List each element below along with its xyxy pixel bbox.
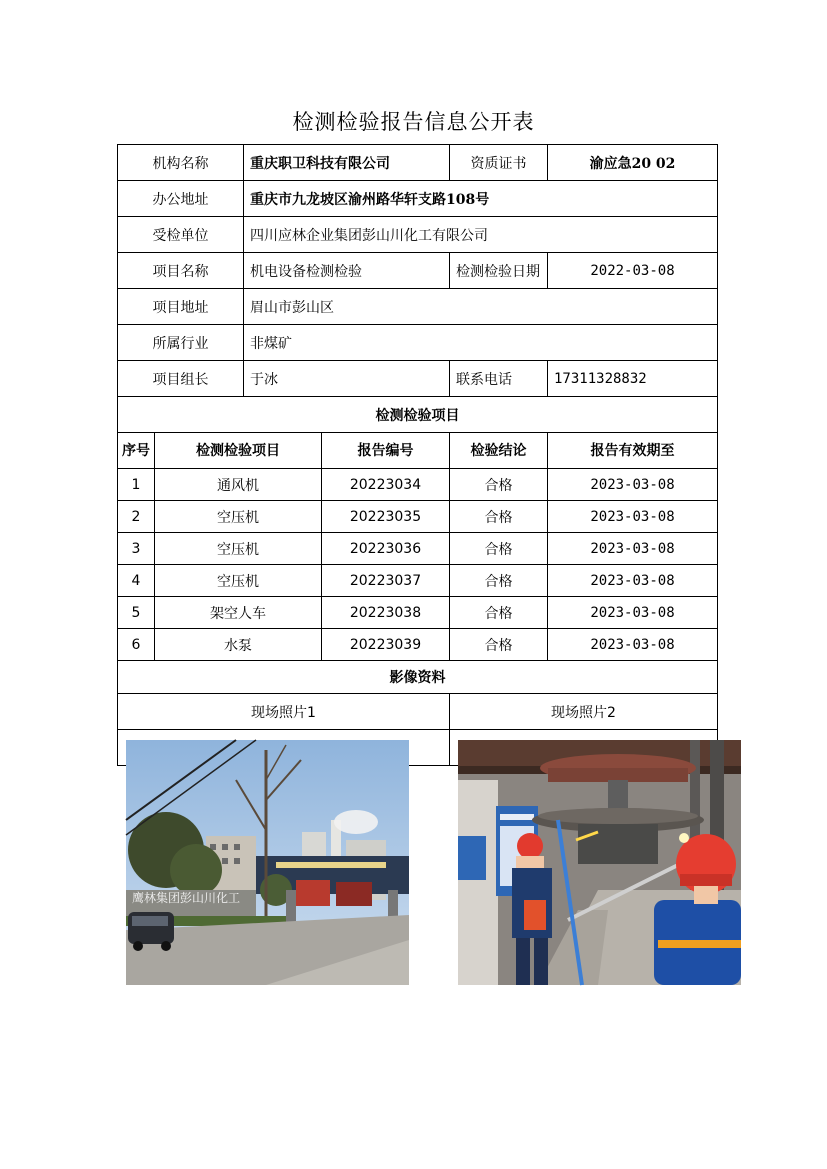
row-project-location bbox=[118, 289, 718, 325]
header-valid-until: 报告有效期至 bbox=[548, 433, 718, 469]
photo1-label: 现场照片1 bbox=[118, 694, 450, 730]
report-info-table bbox=[117, 144, 718, 905]
row-index: 6 bbox=[118, 629, 155, 661]
factory-sign-text: 鹰林集团彭山川化工 bbox=[132, 891, 241, 905]
media-section-title: 影像资料 bbox=[118, 661, 718, 694]
row-conclusion: 合格 bbox=[450, 597, 548, 629]
row-valid-until: 2023-03-08 bbox=[548, 501, 718, 533]
row-media-section bbox=[118, 661, 718, 694]
header-index: 序号 bbox=[118, 433, 155, 469]
photo2-cell bbox=[450, 730, 718, 766]
table-row bbox=[118, 533, 718, 565]
row-client bbox=[118, 217, 718, 253]
table-row bbox=[118, 565, 718, 597]
project-name-label: 项目名称 bbox=[118, 253, 244, 289]
cert-label: 资质证书 bbox=[450, 145, 548, 181]
row-item: 通风机 bbox=[155, 469, 322, 501]
row-report-no: 20223038 bbox=[322, 597, 450, 629]
row-valid-until: 2023-03-08 bbox=[548, 565, 718, 597]
leader-label: 项目组长 bbox=[118, 361, 244, 397]
row-index: 5 bbox=[118, 597, 155, 629]
row-report-no: 20223034 bbox=[322, 469, 450, 501]
row-report-no: 20223036 bbox=[322, 533, 450, 565]
photo1-cell bbox=[118, 730, 450, 905]
table-row bbox=[118, 629, 718, 661]
row-project-name bbox=[118, 253, 718, 289]
equipment-inspection-photo bbox=[458, 740, 741, 985]
phone-value: 17311328832 bbox=[548, 361, 718, 397]
org-name-label: 机构名称 bbox=[118, 145, 244, 181]
row-item: 架空人车 bbox=[155, 597, 322, 629]
table-row bbox=[118, 469, 718, 501]
inspection-date-label: 检测检验日期 bbox=[450, 253, 548, 289]
header-report-no: 报告编号 bbox=[322, 433, 450, 469]
row-index: 1 bbox=[118, 469, 155, 501]
row-conclusion: 合格 bbox=[450, 565, 548, 597]
phone-label: 联系电话 bbox=[450, 361, 548, 397]
row-industry bbox=[118, 325, 718, 361]
industry-value: 非煤矿 bbox=[244, 325, 718, 361]
industry-label: 所属行业 bbox=[118, 325, 244, 361]
row-index: 2 bbox=[118, 501, 155, 533]
row-address bbox=[118, 181, 718, 217]
items-header-row bbox=[118, 433, 718, 469]
row-item: 空压机 bbox=[155, 501, 322, 533]
row-valid-until: 2023-03-08 bbox=[548, 597, 718, 629]
items-section-title: 检测检验项目 bbox=[118, 397, 718, 433]
row-item: 水泵 bbox=[155, 629, 322, 661]
table-row bbox=[118, 501, 718, 533]
row-conclusion: 合格 bbox=[450, 469, 548, 501]
row-valid-until: 2023-03-08 bbox=[548, 469, 718, 501]
row-valid-until: 2023-03-08 bbox=[548, 533, 718, 565]
client-label: 受检单位 bbox=[118, 217, 244, 253]
address-label: 办公地址 bbox=[118, 181, 244, 217]
leader-value: 于冰 bbox=[244, 361, 450, 397]
project-location-value: 眉山市彭山区 bbox=[244, 289, 718, 325]
address-value: 重庆市九龙坡区渝州路华轩支路108号 bbox=[244, 181, 718, 217]
row-conclusion: 合格 bbox=[450, 629, 548, 661]
row-leader bbox=[118, 361, 718, 397]
page-title: 检测检验报告信息公开表 bbox=[292, 110, 535, 134]
row-index: 4 bbox=[118, 565, 155, 597]
row-item: 空压机 bbox=[155, 533, 322, 565]
header-conclusion: 检验结论 bbox=[450, 433, 548, 469]
site-photo-2 bbox=[458, 740, 741, 985]
row-report-no: 20223035 bbox=[322, 501, 450, 533]
site-photo-1 bbox=[126, 740, 409, 985]
photo-row bbox=[118, 730, 718, 766]
header-item: 检测检验项目 bbox=[155, 433, 322, 469]
row-valid-until: 2023-03-08 bbox=[548, 629, 718, 661]
row-report-no: 20223039 bbox=[322, 629, 450, 661]
row-index: 3 bbox=[118, 533, 155, 565]
row-report-no: 20223037 bbox=[322, 565, 450, 597]
row-conclusion: 合格 bbox=[450, 533, 548, 565]
project-location-label: 项目地址 bbox=[118, 289, 244, 325]
photo2-label: 现场照片2 bbox=[450, 694, 718, 730]
table-row bbox=[118, 597, 718, 629]
row-conclusion: 合格 bbox=[450, 501, 548, 533]
client-value: 四川应林企业集团彭山川化工有限公司 bbox=[244, 217, 718, 253]
inspection-date-value: 2022-03-08 bbox=[548, 253, 718, 289]
org-name-value: 重庆职卫科技有限公司 bbox=[244, 145, 450, 181]
row-organization bbox=[118, 145, 718, 181]
factory-gate-photo bbox=[126, 740, 409, 985]
row-items-section bbox=[118, 397, 718, 433]
cert-value: 渝应急20 02 bbox=[548, 145, 718, 181]
photo-label-row bbox=[118, 694, 718, 730]
row-item: 空压机 bbox=[155, 565, 322, 597]
project-name-value: 机电设备检测检验 bbox=[244, 253, 450, 289]
